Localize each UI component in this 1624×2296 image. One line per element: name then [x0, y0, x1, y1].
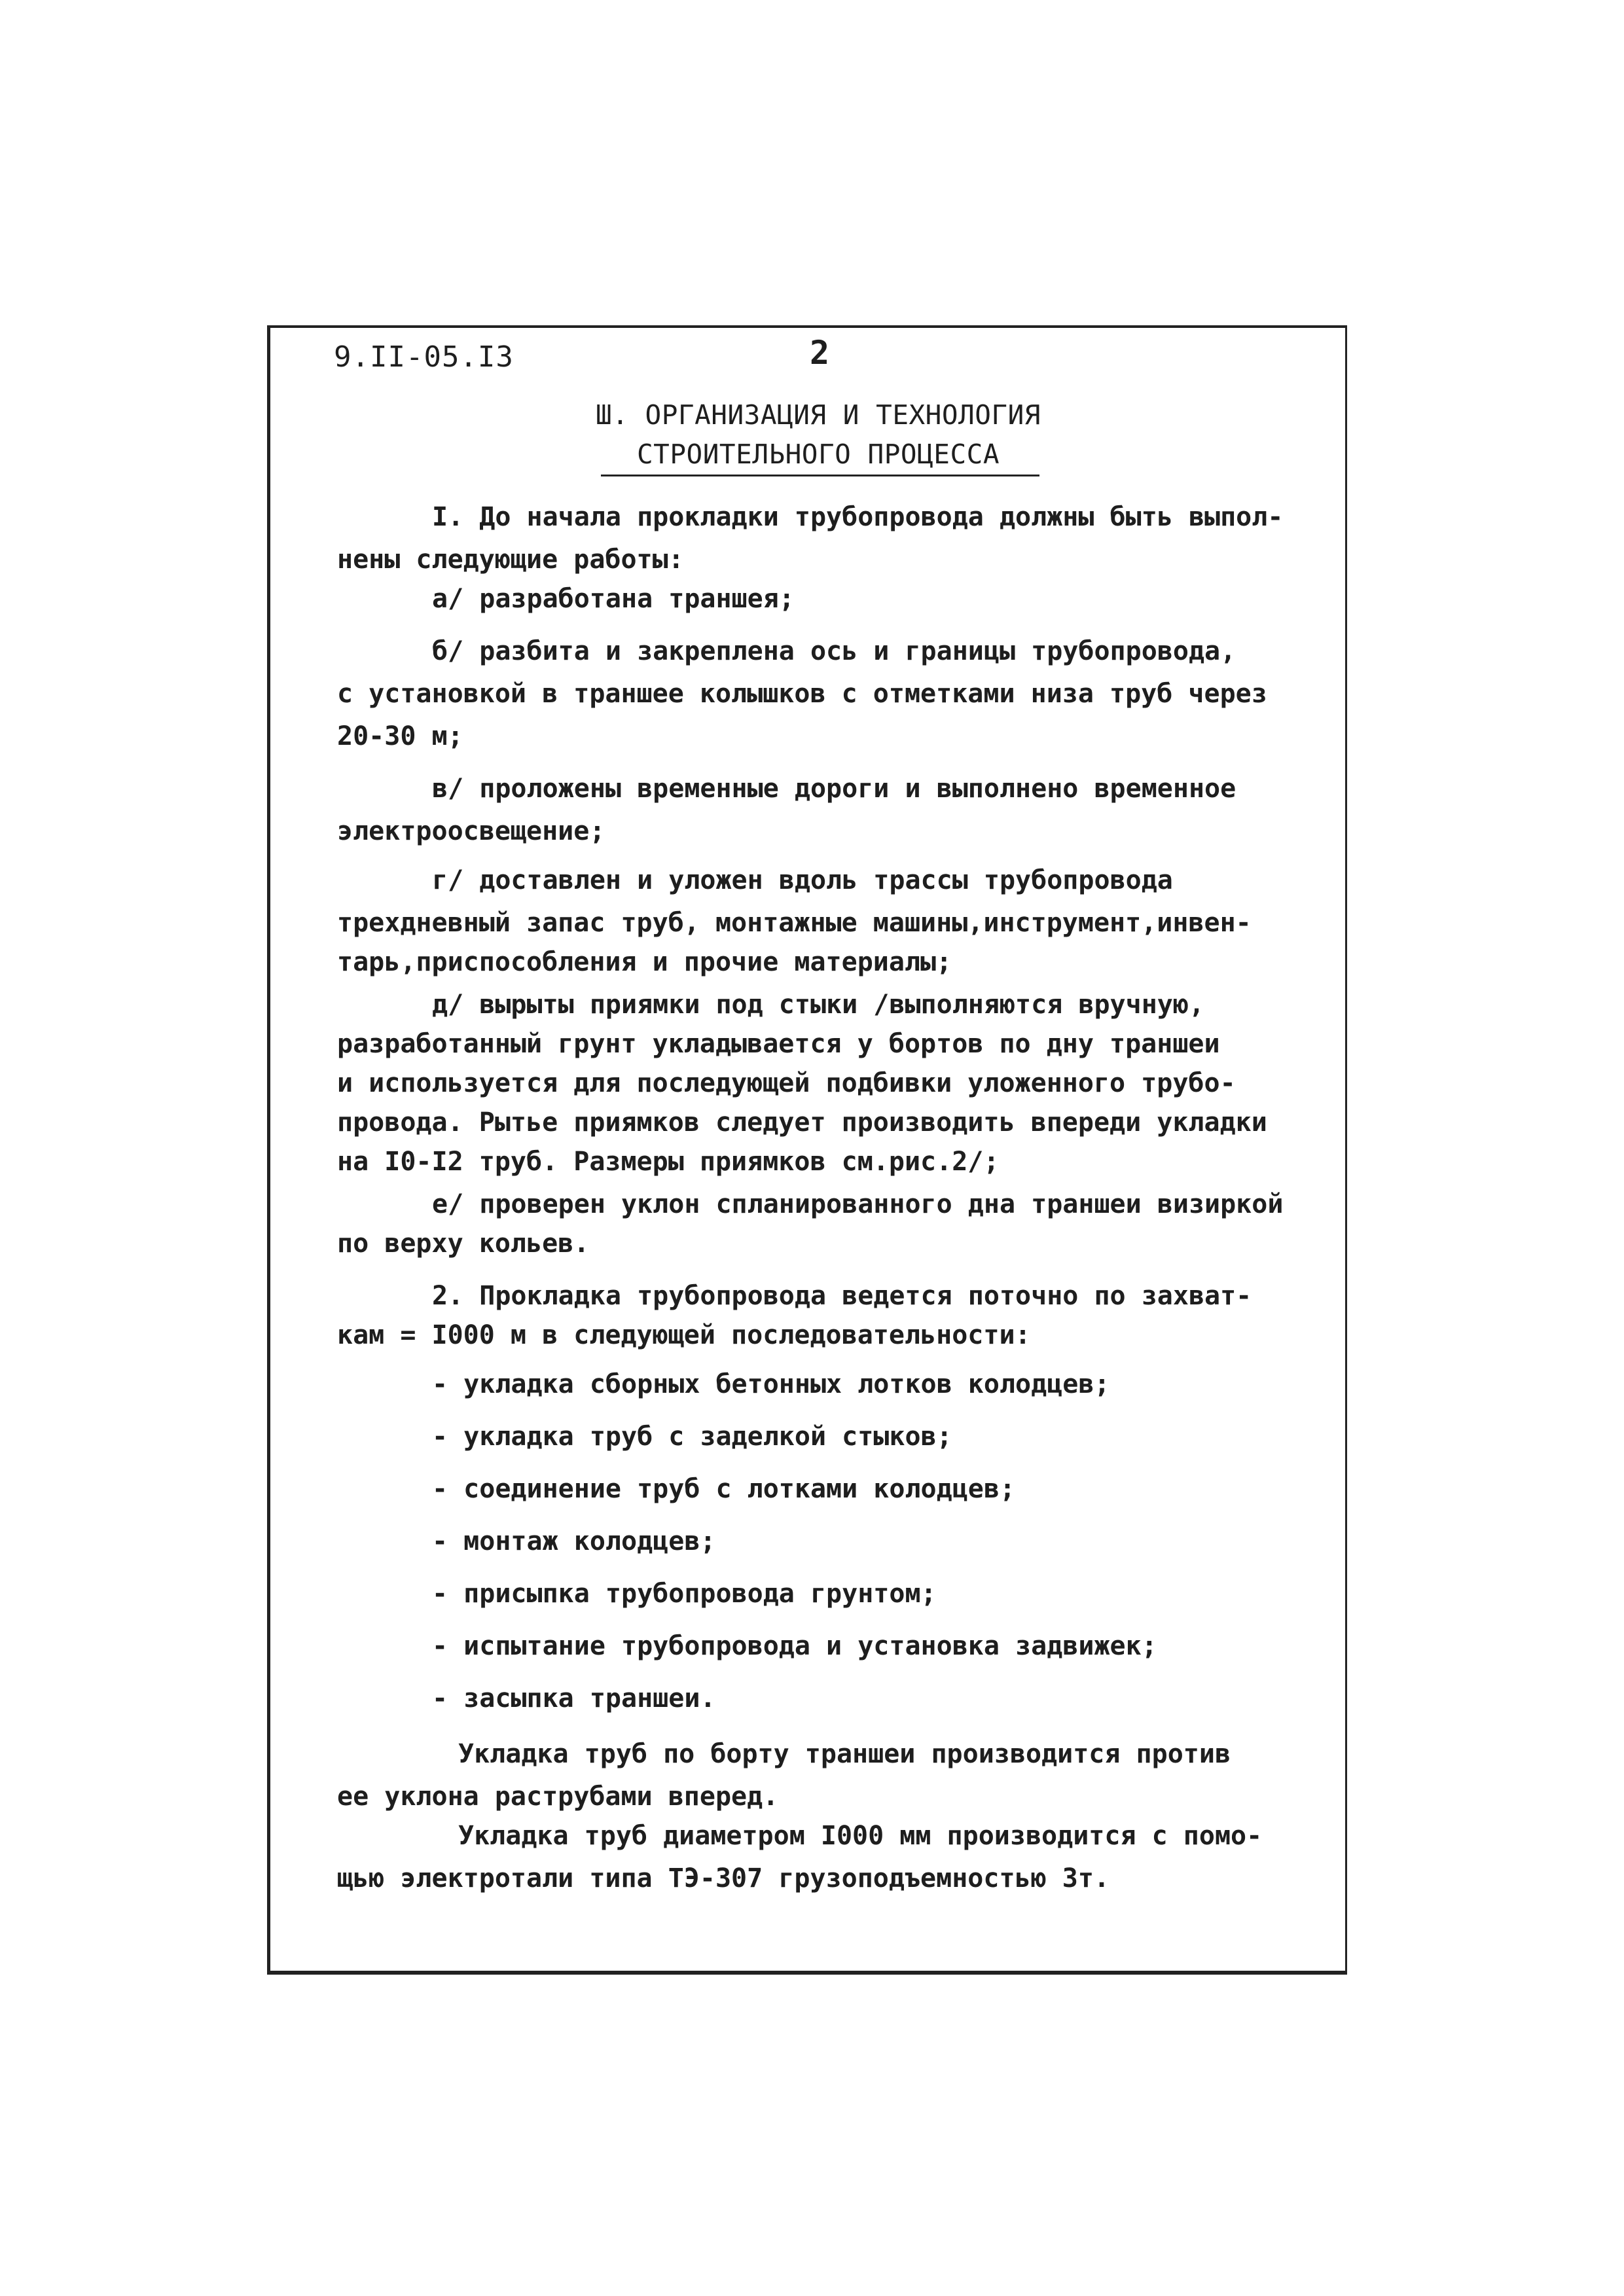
- body-line-30: Укладка труб диаметром I000 мм производится с помо-: [458, 1821, 1263, 1851]
- body-line-18: по верху кольев.: [337, 1229, 590, 1259]
- body-line-24: - монтаж колодцев;: [432, 1526, 716, 1556]
- body-line-16: на I0-I2 труб. Размеры приямков см.рис.2/;: [337, 1147, 1000, 1177]
- body-line-1: I. До начала прокладки трубопровода должны быть выпол-: [432, 502, 1284, 532]
- body-line-25: - присыпка трубопровода грунтом;: [432, 1579, 937, 1609]
- body-line-10: трехдневный запас труб, монтажные машины,инструмент,инвен-: [337, 908, 1252, 938]
- body-line-27: - засыпка траншеи.: [432, 1683, 716, 1713]
- body-line-8: электроосвещение;: [337, 816, 605, 846]
- body-line-28: Укладка труб по борту траншеи производится против: [458, 1739, 1231, 1769]
- body-line-20: кам = I000 м в следующей последовательности:: [337, 1320, 1031, 1350]
- body-line-9: г/ доставлен и уложен вдоль трассы трубопровода: [432, 865, 1173, 895]
- section-heading-line-2: СТРОИТЕЛЬНОГО ПРОЦЕССА: [636, 439, 1000, 470]
- body-line-6: 20-30 м;: [337, 721, 463, 751]
- body-line-31: щью электротали типа ТЭ-307 грузоподъемностью 3т.: [337, 1863, 1110, 1893]
- body-line-12: д/ вырыты приямки под стыки /выполняются вручную,: [432, 990, 1205, 1020]
- body-line-14: и используется для последующей подбивки уложенного трубо-: [337, 1068, 1236, 1098]
- body-line-7: в/ проложены временные дороги и выполнено временное: [432, 774, 1236, 804]
- page-number: 2: [810, 334, 830, 372]
- body-line-3: а/ разработана траншея;: [432, 584, 795, 614]
- body-line-23: - соединение труб с лотками колодцев;: [432, 1474, 1016, 1504]
- body-line-26: - испытание трубопровода и установка задвижек;: [432, 1631, 1157, 1661]
- body-line-17: е/ проверен уклон спланированного дна траншеи визиркой: [432, 1189, 1284, 1219]
- body-line-2: нены следующие работы:: [337, 545, 684, 575]
- heading-underline: [601, 475, 1039, 476]
- body-line-15: провода. Рытье приямков следует производить впереди укладки: [337, 1107, 1267, 1138]
- body-line-21: - укладка сборных бетонных лотков колодцев;: [432, 1369, 1110, 1399]
- body-line-29: ее уклона раструбами вперед.: [337, 1782, 779, 1812]
- body-line-22: - укладка труб с заделкой стыков;: [432, 1422, 952, 1452]
- document-code: 9.II-05.I3: [334, 340, 514, 374]
- body-line-11: тарь,приспособления и прочие материалы;: [337, 947, 952, 977]
- body-line-19: 2. Прокладка трубопровода ведется поточно по захват-: [432, 1281, 1252, 1311]
- section-heading-line-1: Ш. ОРГАНИЗАЦИЯ И ТЕХНОЛОГИЯ: [596, 399, 1041, 431]
- body-line-5: с установкой в траншее колышков с отметками низа труб через: [337, 679, 1267, 709]
- body-line-4: б/ разбита и закреплена ось и границы трубопровода,: [432, 636, 1236, 666]
- body-line-13: разработанный грунт укладывается у бортов по дну траншеи: [337, 1029, 1220, 1059]
